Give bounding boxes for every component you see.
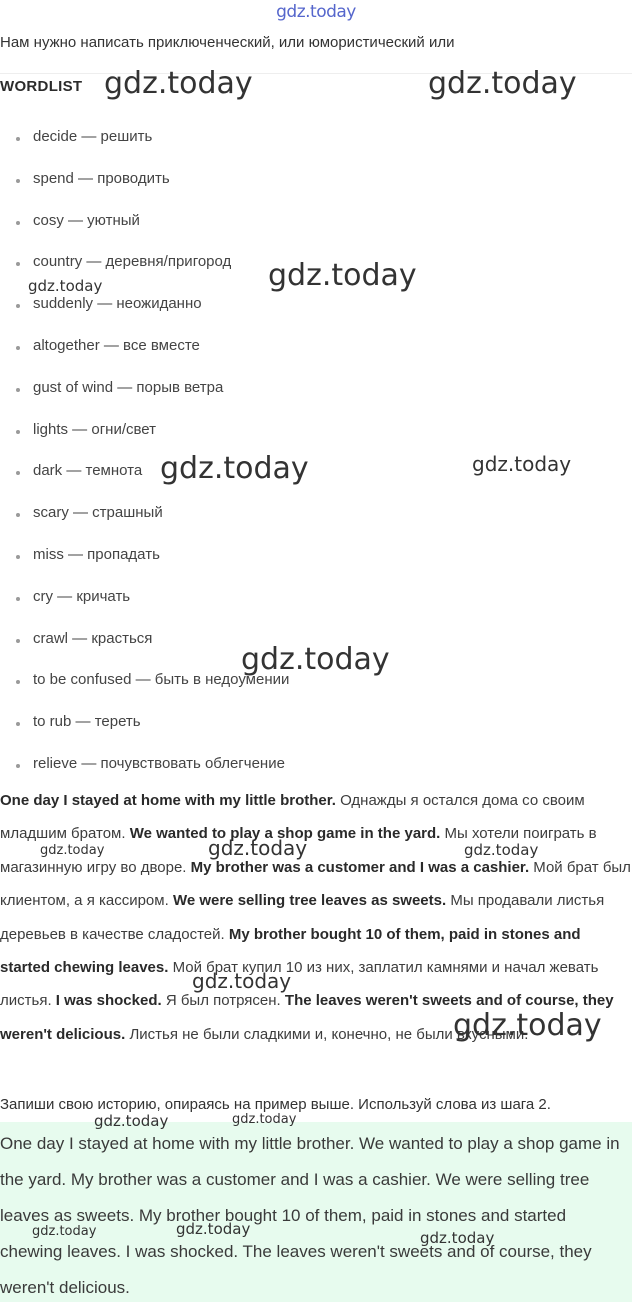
wordlist-item: miss — пропадать [33,546,160,563]
wordlist-item: altogether — все вместе [33,337,200,354]
list-bullet [16,137,20,141]
story-sentence-en: My brother was a customer and I was a cashier. [190,858,530,876]
list-bullet [16,680,20,684]
story-sentence-en: We wanted to play a shop game in the yard. [129,825,441,843]
list-bullet [16,262,20,266]
story-sentence-ru: Мой брат купил 10 из них, заплатил камнями и начал жевать листья. [0,959,599,1010]
story-sentence-en: I was shocked. [55,992,162,1010]
wordlist-item: crawl — красться [33,629,153,647]
list-bullet [16,597,20,601]
story-sentence-en: One day I stayed at home with my little brother. [0,792,336,809]
list-bullet [16,221,20,225]
list-bullet [16,430,20,434]
watermark: gdz.today [32,1224,97,1239]
list-bullet [16,471,20,475]
intro-text: Нам нужно написать приключенческий, или юмористический или [0,34,455,51]
story-sentence-ru: Я был потрясен. [161,992,285,1010]
watermark: gdz.today [160,451,309,486]
watermark: gdz.today [208,836,308,860]
list-bullet [16,304,20,308]
divider [0,73,632,74]
list-bullet [16,346,20,350]
watermark: gdz.today [420,1229,495,1247]
answer-box [0,1122,632,1302]
list-bullet [16,722,20,726]
story-sentence-en: The leaves weren't sweets and of course, they weren't delicious. [0,992,614,1043]
wordlist-item: to be confused — быть в недоумении [33,671,290,689]
wordlist-item: to rub — тереть [33,713,141,731]
watermark: gdz.today [94,1112,169,1130]
wordlist-item: gust of wind — порыв ветра [33,378,224,396]
story-sentence-en: We were selling tree leaves as sweets. [172,892,447,910]
wordlist-item: lights — огни/свет [33,420,157,438]
wordlist-item: dark — темнота [33,462,143,480]
wordlist-item: spend — проводить [33,169,170,187]
list-bullet [16,639,20,643]
story-sentence-ru: Однажды я остался дома со своим младшим братом. [0,792,585,843]
story-sentence-ru: Мы продавали листья деревьев в качестве сладостей. [0,892,605,943]
watermark: gdz.today [453,1008,602,1043]
wordlist-item: cry — кричать [33,587,131,605]
story-sentence-ru: Мы хотели поиграть в магазинную игру во дворе. [0,825,597,876]
list-bullet [16,513,20,517]
watermark: gdz.today [268,258,417,293]
wordlist-item: scary — страшный [33,504,163,522]
wordlist-item: relieve — почувствовать облегчение [33,755,285,772]
answer-text: One day I stayed at home with my little brother. We wanted to play a shop game in the yard. My brother was a customer and I was a cashier. We were selling tree leaves as sweets. My brother bought 10 of them, paid in stones and started chewing leaves. I was shocked. The leaves weren't sweets and of course, they weren't delicious. [0,1134,620,1297]
watermark: gdz.today [464,841,539,859]
list-bullet [16,555,20,559]
story-text [0,784,632,1051]
watermark: gdz.today [104,66,253,101]
story-sentence-en: My brother bought 10 of them, paid in stones and started chewing leaves. [0,925,581,977]
wordlist-item: decide — решить [33,128,153,145]
watermark: gdz.today [28,277,103,295]
watermark: gdz.today [192,969,292,993]
site-logo[interactable]: gdz.today [276,2,356,22]
watermark: gdz.today [232,1112,297,1127]
wordlist-item: cosy — уютный [33,211,140,229]
watermark: gdz.today [472,452,572,476]
wordlist-item: suddenly — неожиданно [33,295,202,313]
list-bullet [16,179,20,183]
list-bullet [16,764,20,768]
watermark: gdz.today [176,1220,251,1238]
wordlist-title: WORDLIST [0,78,83,95]
list-bullet [16,388,20,392]
watermark: gdz.today [40,843,105,858]
watermark: gdz.today [241,642,390,677]
story-sentence-ru: Листья не были сладкими и, конечно, не были вкусными. [125,1025,529,1043]
task-text: Запиши свою историю, опираясь на пример выше. Используй слова из шага 2. [0,1096,551,1113]
wordlist-item: country — деревня/пригород [33,253,232,271]
watermark: gdz.today [428,66,577,101]
story-sentence-ru: Мой брат был клиентом, а я кассиром. [0,858,631,910]
